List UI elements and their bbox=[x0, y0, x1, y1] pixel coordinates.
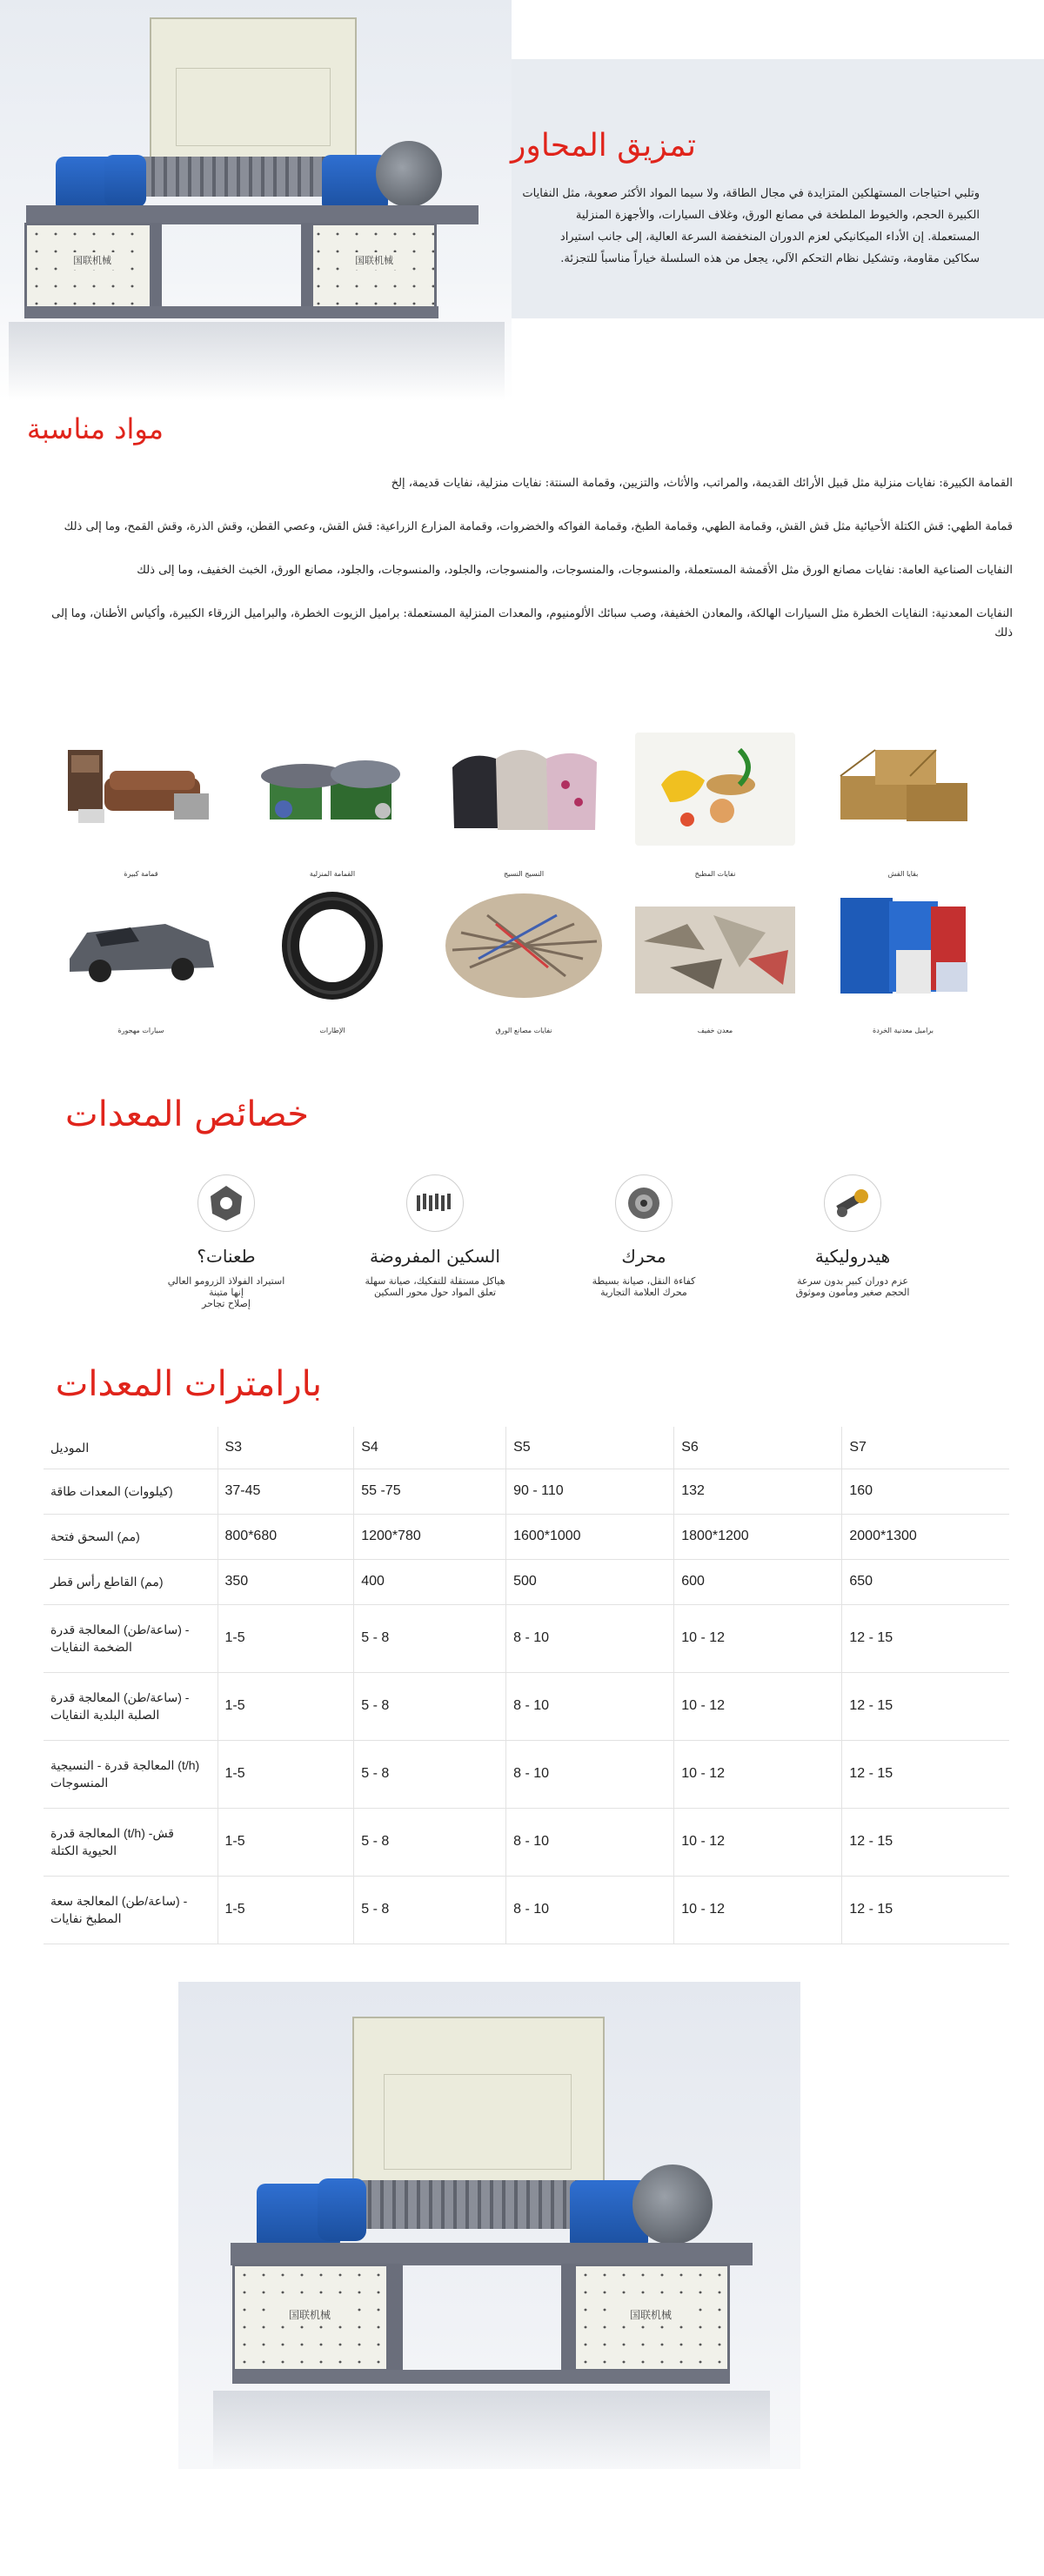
value-cell: 5 - 8 bbox=[354, 1604, 506, 1672]
floor-reflection bbox=[9, 322, 505, 400]
row-label: - (ساعة/طن) المعالجة قدرة الضخمة النفايات bbox=[44, 1604, 218, 1672]
value-cell: 55 -75 bbox=[354, 1469, 506, 1514]
table-row bbox=[44, 1469, 1009, 1514]
knife-shaft-icon bbox=[406, 1174, 464, 1232]
value-cell: 12 - 15 bbox=[842, 1740, 1009, 1808]
frame-bottom bbox=[232, 2370, 730, 2384]
value-cell: 5 - 8 bbox=[354, 1808, 506, 1876]
bottom-machine-image bbox=[178, 1982, 800, 2469]
brand-logo-left: 国联机械 bbox=[59, 252, 125, 270]
value-cell: 1800*1200 bbox=[674, 1514, 842, 1559]
motor-icon bbox=[615, 1174, 673, 1232]
floor-reflection bbox=[213, 2391, 770, 2469]
gallery-item bbox=[823, 733, 983, 878]
value-cell: 5 - 8 bbox=[354, 1876, 506, 1944]
model-cell: S4 bbox=[354, 1427, 506, 1469]
gallery-caption: نفايات مصانع الورق bbox=[495, 1027, 552, 1034]
gallery-caption: القمامة المنزلية bbox=[309, 870, 356, 878]
table-header-label: الموديل bbox=[44, 1427, 218, 1469]
model-cell: S3 bbox=[218, 1427, 354, 1469]
value-cell: 1-5 bbox=[218, 1740, 354, 1808]
tire-icon bbox=[252, 889, 412, 1002]
gallery-caption: النسيج النسيج bbox=[503, 870, 545, 878]
feature-desc: كفاءة النقل، صيانة بسيطة محرك العلامة التجارية bbox=[592, 1275, 696, 1298]
shredder-illustration bbox=[0, 0, 512, 400]
table-row bbox=[44, 1740, 1009, 1808]
hero-machine-image bbox=[0, 0, 512, 400]
hopper bbox=[352, 2017, 605, 2182]
materials-gallery bbox=[61, 733, 983, 1046]
feature-title: السكين المفروضة bbox=[370, 1246, 500, 1267]
wrecked-car-icon bbox=[61, 889, 221, 1002]
value-cell: 10 - 12 bbox=[674, 1740, 842, 1808]
straw-bale-icon bbox=[823, 733, 983, 846]
value-cell: 1200*780 bbox=[354, 1514, 506, 1559]
materials-list bbox=[31, 474, 1013, 667]
motor bbox=[632, 2165, 713, 2245]
hopper bbox=[150, 17, 357, 158]
hero-section bbox=[0, 0, 1044, 400]
gallery-caption: براميل معدنية الخردة bbox=[873, 1027, 934, 1034]
feature-desc: استيراد الفولاذ الزرومو العالي إنها متينة إصلاح تجاحر bbox=[167, 1275, 285, 1309]
value-cell: 350 bbox=[218, 1559, 354, 1604]
gallery-caption: نفايات المطبخ bbox=[694, 870, 736, 878]
value-cell: 8 - 10 bbox=[506, 1604, 674, 1672]
gallery-item bbox=[61, 889, 221, 1034]
feature-title: محرك bbox=[621, 1246, 666, 1267]
gallery-item bbox=[444, 889, 604, 1034]
model-cell: S5 bbox=[506, 1427, 674, 1469]
model-cell: S7 bbox=[842, 1427, 1009, 1469]
table-row bbox=[44, 1559, 1009, 1604]
brand-logo-left: 国联机械 bbox=[271, 2305, 349, 2325]
hero-description: وتلبي احتياجات المستهلكين المتزايدة في مجال الطاقة، ولا سيما المواد الأكثر صعوبة، مثل النفايات الكبيرة الحجم، والخيوط الملطخة في مصانع الورق، وغلاف السيارات، والأجهزة المنزلية المستعملة. إن الأداء الميكانيكي لعزم الدوران المنخفضة السرعة العالية، إلى جانب استيراد سكاكين مقاومة، وتشكيل نظام التحكم الآلي، يجعل من هذه السلسلة خياراً مناسباً للتجزئة. bbox=[522, 187, 980, 265]
value-cell: 12 - 15 bbox=[842, 1808, 1009, 1876]
frame-top bbox=[26, 205, 478, 224]
feature-title: هيدروليكية bbox=[814, 1246, 891, 1267]
value-cell: 90 - 110 bbox=[506, 1469, 674, 1514]
frame-bottom bbox=[24, 306, 438, 318]
gallery-caption: بقايا القش bbox=[887, 870, 919, 878]
gallery-caption: سيارات مهجورة bbox=[117, 1027, 164, 1034]
table-row bbox=[44, 1808, 1009, 1876]
value-cell: 600 bbox=[674, 1559, 842, 1604]
hero-top-strip bbox=[512, 0, 1044, 59]
shredder-illustration bbox=[178, 1982, 800, 2469]
material-item: النفايات المعدنية: النفايات الخطرة مثل السيارات الهالكة، والمعادن الخفيفة، وصب سبائك الألومنيوم، والمعدات المنزلية المستعملة: براميل الزيوت الخطرة، والبراميل الزرقاء الكبيرة، وأكياس الأطنان، وما إلى ذلك bbox=[51, 607, 1013, 639]
model-cell: S6 bbox=[674, 1427, 842, 1469]
paper-waste-icon bbox=[444, 889, 604, 1002]
value-cell: 160 bbox=[842, 1469, 1009, 1514]
table-row bbox=[44, 1672, 1009, 1740]
value-cell: 500 bbox=[506, 1559, 674, 1604]
material-item: القمامة الكبيرة: نفايات منزلية مثل قبيل الأرائك القديمة، والمراتب، والأثاث، والتزيين، وقمامة السنتة: نفايات منزلية، نفايات قديمة، إلخ bbox=[391, 477, 1013, 490]
row-label: - (ساعة/طن) المعالجة سعة المطبخ نفايات bbox=[44, 1876, 218, 1944]
materials-title: مواد مناسبة bbox=[26, 412, 164, 445]
feature-item bbox=[557, 1174, 731, 1298]
scrap-metal-icon bbox=[635, 889, 795, 1002]
feature-item bbox=[766, 1174, 940, 1298]
gallery-item bbox=[635, 889, 795, 1034]
gallery-item bbox=[61, 733, 221, 878]
table-row bbox=[44, 1514, 1009, 1559]
gallery-item bbox=[444, 733, 604, 878]
spec-table bbox=[44, 1427, 1009, 1944]
metal-barrels-icon bbox=[823, 889, 983, 1002]
value-cell: 10 - 12 bbox=[674, 1876, 842, 1944]
row-label: - (ساعة/طن) المعالجة قدرة الصلبة البلدية النفايات bbox=[44, 1672, 218, 1740]
furniture-icon bbox=[61, 733, 221, 846]
textile-bags-icon bbox=[444, 733, 604, 846]
page-title: تمزيق المحاور bbox=[511, 128, 696, 164]
value-cell: 12 - 15 bbox=[842, 1672, 1009, 1740]
value-cell: 8 - 10 bbox=[506, 1740, 674, 1808]
table-header-row bbox=[44, 1427, 1009, 1469]
value-cell: 12 - 15 bbox=[842, 1876, 1009, 1944]
blade-icon bbox=[197, 1174, 255, 1232]
value-cell: 10 - 12 bbox=[674, 1672, 842, 1740]
value-cell: 1-5 bbox=[218, 1604, 354, 1672]
value-cell: 8 - 10 bbox=[506, 1808, 674, 1876]
gallery-item bbox=[252, 733, 412, 878]
leg bbox=[301, 223, 313, 318]
value-cell: 2000*1300 bbox=[842, 1514, 1009, 1559]
feature-item bbox=[348, 1174, 522, 1298]
specs-title: بارامترات المعدات bbox=[55, 1364, 322, 1404]
value-cell: 10 - 12 bbox=[674, 1808, 842, 1876]
features-title: خصائص المعدات bbox=[65, 1094, 309, 1134]
left-coupling bbox=[104, 155, 146, 207]
garbage-bins-icon bbox=[252, 733, 412, 846]
row-label: قش- (t/h) المعالجة قدرة الحيوية الكتلة bbox=[44, 1808, 218, 1876]
left-coupling bbox=[318, 2178, 366, 2241]
value-cell: 1-5 bbox=[218, 1672, 354, 1740]
row-label: (كيلووات) المعدات طاقة bbox=[44, 1469, 218, 1514]
value-cell: 132 bbox=[674, 1469, 842, 1514]
features-grid bbox=[139, 1174, 974, 1331]
gallery-caption: معدن خفيف bbox=[697, 1027, 733, 1034]
row-label: (مم) السحق فتحة bbox=[44, 1514, 218, 1559]
feature-desc: عزم دوران كبير بدون سرعة الحجم صغير ومأمون وموثوق bbox=[795, 1275, 910, 1298]
feature-item bbox=[139, 1174, 313, 1309]
leg bbox=[561, 2264, 575, 2382]
leg bbox=[150, 223, 162, 318]
material-item: النفايات الصناعية العامة: نفايات مصانع الورق مثل الأقمشة المستعملة، والمنسوجات، والمنسوجات، والمنسوجات، والجلود، والمنسوجات، والجلود، مصانع الورق، الخبث الخفيف، وما إلى ذلك bbox=[137, 564, 1013, 577]
value-cell: 800*680 bbox=[218, 1514, 354, 1559]
value-cell: 1-5 bbox=[218, 1808, 354, 1876]
gallery-caption: قمامة كبيرة bbox=[124, 870, 158, 878]
row-label: (t/h) المعالجة قدرة - النسيجية المنسوجات bbox=[44, 1740, 218, 1808]
value-cell: 37-45 bbox=[218, 1469, 354, 1514]
material-item: قمامة الطهي: قش الكتلة الأحيائية مثل قش القش، وقمامة الطهي، وقمامة الطبخ، وقمامة الفواكه والخضروات، وقمامة المزارع الزراعية: قش القش، وعصي القطن، وقش الذرة، وقش القمح، وما إلى ذلك bbox=[64, 520, 1013, 533]
kitchen-waste-icon bbox=[635, 733, 795, 846]
brand-logo-right: 国联机械 bbox=[341, 252, 407, 270]
value-cell: 8 - 10 bbox=[506, 1876, 674, 1944]
value-cell: 400 bbox=[354, 1559, 506, 1604]
row-label: (مم) القاطع رأس قطر bbox=[44, 1559, 218, 1604]
table-row bbox=[44, 1876, 1009, 1944]
leg bbox=[389, 2264, 403, 2382]
value-cell: 10 - 12 bbox=[674, 1604, 842, 1672]
value-cell: 650 bbox=[842, 1559, 1009, 1604]
feature-title: طعنات؟ bbox=[197, 1246, 256, 1267]
gallery-item bbox=[635, 733, 795, 878]
gallery-item bbox=[252, 889, 412, 1034]
gallery-caption: الإطارات bbox=[319, 1027, 345, 1034]
value-cell: 1600*1000 bbox=[506, 1514, 674, 1559]
value-cell: 5 - 8 bbox=[354, 1672, 506, 1740]
value-cell: 1-5 bbox=[218, 1876, 354, 1944]
gallery-item bbox=[823, 889, 983, 1034]
table-row bbox=[44, 1604, 1009, 1672]
hydraulic-icon bbox=[824, 1174, 881, 1232]
frame-top bbox=[231, 2243, 753, 2265]
motor bbox=[376, 141, 442, 207]
value-cell: 12 - 15 bbox=[842, 1604, 1009, 1672]
feature-desc: هياكل مستقلة للتفكيك، صيانة سهلة تعلق المواد حول محور السكين bbox=[365, 1275, 505, 1298]
value-cell: 8 - 10 bbox=[506, 1672, 674, 1740]
value-cell: 5 - 8 bbox=[354, 1740, 506, 1808]
brand-logo-right: 国联机械 bbox=[612, 2305, 690, 2325]
